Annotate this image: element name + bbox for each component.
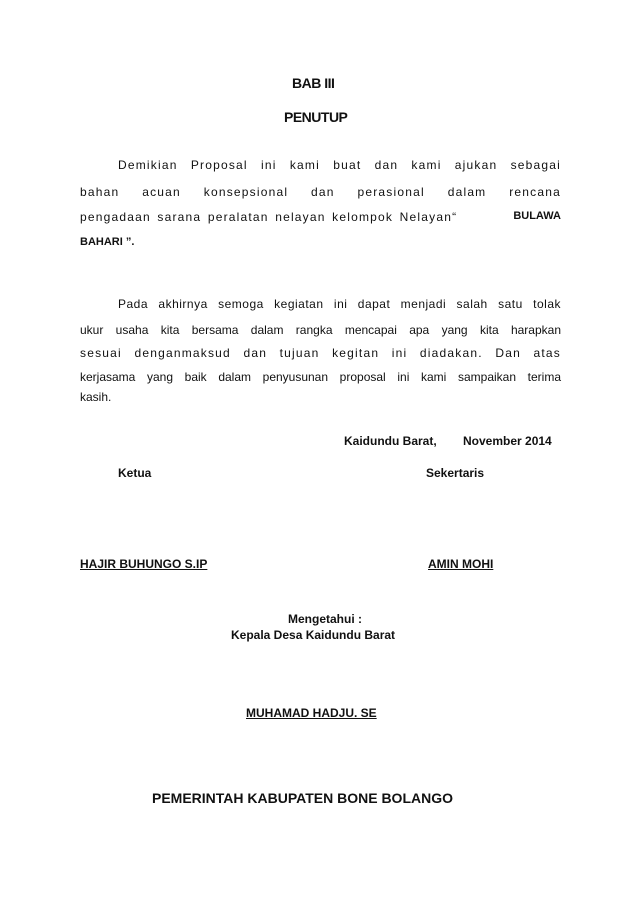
group-name-bold-end: BAHARI ”. <box>80 236 135 248</box>
secretary-role: Sekertaris <box>426 466 485 480</box>
government-footer: PEMERINTAH KABUPATEN BONE BOLANGO <box>152 790 453 806</box>
paragraph-line-text: pengadaan sarana peralatan nelayan kelompok Nelayan“ <box>80 210 458 224</box>
approval-label: Mengetahui : <box>288 612 362 626</box>
paragraph-line: kerjasama yang baik dalam penyusunan proposal ini kami sampaikan terima <box>80 370 561 384</box>
group-name-bold: BULAWA <box>513 210 561 222</box>
date-label: November 2014 <box>463 434 552 448</box>
paragraph-line: kasih. <box>80 390 112 404</box>
secretary-name: AMIN MOHI <box>428 557 494 571</box>
paragraph-line: Demikian Proposal ini kami buat dan kami ajukan sebagai <box>118 158 561 172</box>
place-label: Kaidundu Barat, <box>344 434 437 448</box>
paragraph-line: Pada akhirnya semoga kegiatan ini dapat menjadi salah satu tolak <box>118 297 561 311</box>
paragraph-line: sesuai denganmaksud dan tujuan kegitan ini diadakan. Dan atas <box>80 346 561 360</box>
chapter-number: BAB III <box>292 75 335 91</box>
chairman-name: HAJIR BUHUNGO S.IP <box>80 557 208 571</box>
paragraph-line <box>80 210 561 224</box>
chapter-title: PENUTUP <box>284 109 348 125</box>
chairman-role: Ketua <box>118 466 152 480</box>
village-head-name: MUHAMAD HADJU. SE <box>246 706 377 720</box>
paragraph-line: ukur usaha kita bersama dalam rangka mencapai apa yang kita harapkan <box>80 323 561 337</box>
paragraph-line: bahan acuan konsepsional dan perasional dalam rencana <box>80 185 561 199</box>
village-head-role: Kepala Desa Kaidundu Barat <box>231 628 396 642</box>
